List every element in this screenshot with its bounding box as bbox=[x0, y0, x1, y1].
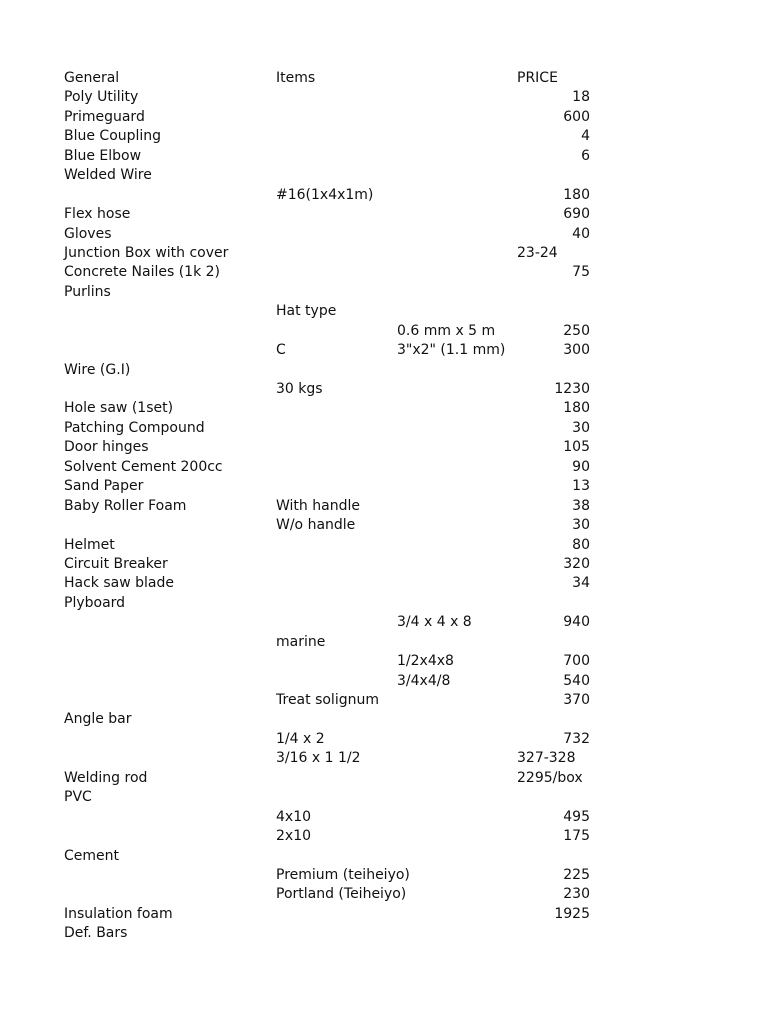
price-cell: 75 bbox=[572, 264, 590, 281]
table-row bbox=[0, 633, 768, 652]
general-cell: Purlins bbox=[64, 283, 111, 300]
table-row bbox=[0, 788, 768, 807]
table-row bbox=[0, 399, 768, 418]
table-row bbox=[0, 652, 768, 671]
items-cell: #16(1x4x1m) bbox=[276, 186, 374, 203]
table-row bbox=[0, 516, 768, 535]
price-cell: 690 bbox=[563, 206, 590, 223]
items-cell: W/o handle bbox=[276, 517, 356, 534]
general-cell: Junction Box with cover bbox=[64, 244, 229, 261]
table-row bbox=[0, 594, 768, 613]
table-row bbox=[0, 127, 768, 146]
table-row bbox=[0, 749, 768, 768]
general-cell: Poly Utility bbox=[64, 89, 139, 106]
general-cell: Door hinges bbox=[64, 439, 149, 456]
general-cell: Solvent Cement 200cc bbox=[64, 458, 223, 475]
items-cell: 3/16 x 1 1/2 bbox=[276, 750, 361, 767]
table-row bbox=[0, 827, 768, 846]
price-cell: 4 bbox=[581, 128, 590, 145]
table-row bbox=[0, 458, 768, 477]
table-row bbox=[0, 497, 768, 516]
general-cell: Gloves bbox=[64, 225, 112, 242]
header-general: General bbox=[64, 70, 120, 86]
items-cell: With handle bbox=[276, 497, 360, 514]
price-cell: 600 bbox=[563, 108, 590, 125]
general-cell: Concrete Nailes (1k 2) bbox=[64, 264, 221, 281]
general-cell: Wire (G.I) bbox=[64, 361, 131, 378]
items-cell: 2x10 bbox=[276, 828, 312, 845]
table-row bbox=[0, 730, 768, 749]
items-cell: 30 kgs bbox=[276, 381, 323, 397]
price-cell: 327-328 bbox=[517, 750, 576, 767]
general-cell: Patching Compound bbox=[64, 419, 205, 436]
general-cell: Blue Coupling bbox=[64, 128, 162, 145]
items-cell: Premium (teiheiyo) bbox=[276, 866, 410, 883]
general-cell: Insulation foam bbox=[64, 905, 173, 922]
table-row bbox=[0, 438, 768, 457]
table-row bbox=[0, 769, 768, 788]
price-cell: 175 bbox=[563, 828, 590, 845]
table-row bbox=[0, 186, 768, 205]
table-row bbox=[0, 555, 768, 574]
table-row bbox=[0, 866, 768, 885]
price-cell: 370 bbox=[563, 692, 590, 708]
price-cell: 700 bbox=[563, 653, 590, 670]
general-cell: Def. Bars bbox=[64, 925, 128, 942]
items-cell: 1/4 x 2 bbox=[276, 730, 325, 747]
table-row bbox=[0, 924, 768, 943]
header-row bbox=[0, 69, 768, 88]
table-row bbox=[0, 885, 768, 904]
price-cell: 540 bbox=[563, 672, 590, 689]
table-row bbox=[0, 847, 768, 866]
price-cell: 180 bbox=[563, 186, 590, 203]
items-cell: C bbox=[276, 342, 286, 359]
price-cell: 495 bbox=[563, 808, 590, 825]
table-row bbox=[0, 613, 768, 632]
general-cell: Plyboard bbox=[64, 594, 126, 611]
price-cell: 300 bbox=[563, 342, 590, 359]
price-cell: 80 bbox=[572, 536, 590, 553]
table-row bbox=[0, 108, 768, 127]
price-cell: 250 bbox=[563, 322, 590, 339]
general-cell: PVC bbox=[64, 789, 92, 806]
price-cell: 2295/box bbox=[517, 769, 583, 786]
price-cell: 180 bbox=[563, 400, 590, 417]
general-cell: Hack saw blade bbox=[64, 575, 174, 592]
general-cell: Sand Paper bbox=[64, 478, 144, 495]
price-cell: 1230 bbox=[554, 381, 590, 397]
price-cell: 34 bbox=[572, 575, 590, 592]
items-cell: 4x10 bbox=[276, 808, 312, 825]
price-cell: 13 bbox=[572, 478, 590, 495]
price-rows bbox=[0, 88, 768, 943]
general-cell: Hole saw (1set) bbox=[64, 400, 174, 417]
table-row bbox=[0, 263, 768, 282]
general-cell: Baby Roller Foam bbox=[64, 497, 187, 514]
general-cell: Cement bbox=[64, 847, 120, 864]
general-cell: Blue Elbow bbox=[64, 147, 142, 164]
price-cell: 320 bbox=[563, 555, 590, 572]
table-row bbox=[0, 419, 768, 438]
price-cell: 30 bbox=[572, 419, 590, 436]
general-cell: Angle bar bbox=[64, 711, 132, 728]
table-row bbox=[0, 88, 768, 107]
price-cell: 940 bbox=[563, 614, 590, 631]
price-cell: 23-24 bbox=[517, 244, 558, 261]
spec-cell: 3"x2" (1.1 mm) bbox=[397, 342, 506, 359]
general-cell: Welding rod bbox=[64, 769, 148, 786]
price-cell: 90 bbox=[572, 458, 590, 475]
general-cell: Circuit Breaker bbox=[64, 555, 168, 572]
table-row bbox=[0, 166, 768, 185]
table-row bbox=[0, 147, 768, 166]
table-row bbox=[0, 225, 768, 244]
table-row bbox=[0, 808, 768, 827]
price-cell: 18 bbox=[572, 89, 590, 106]
table-row bbox=[0, 322, 768, 341]
items-cell: Treat solignum bbox=[276, 692, 379, 708]
general-cell: Helmet bbox=[64, 536, 115, 553]
spec-cell: 3/4x4/8 bbox=[397, 672, 451, 689]
table-row bbox=[0, 574, 768, 593]
general-cell: Flex hose bbox=[64, 206, 131, 223]
table-row bbox=[0, 905, 768, 924]
table-row bbox=[0, 691, 768, 710]
header-price: PRICE bbox=[517, 70, 558, 86]
price-cell: 30 bbox=[572, 517, 590, 534]
price-list-sheet bbox=[0, 69, 768, 944]
table-row bbox=[0, 341, 768, 360]
table-row bbox=[0, 672, 768, 691]
price-cell: 6 bbox=[581, 147, 590, 164]
table-row bbox=[0, 302, 768, 321]
price-cell: 732 bbox=[563, 730, 590, 747]
price-cell: 1925 bbox=[554, 905, 590, 922]
table-row bbox=[0, 205, 768, 224]
table-row bbox=[0, 536, 768, 555]
price-cell: 105 bbox=[563, 439, 590, 456]
table-row bbox=[0, 283, 768, 302]
price-cell: 40 bbox=[572, 225, 590, 242]
items-cell: Hat type bbox=[276, 303, 337, 320]
spec-cell: 0.6 mm x 5 m bbox=[397, 322, 496, 339]
spec-cell: 3/4 x 4 x 8 bbox=[397, 614, 472, 631]
table-row bbox=[0, 244, 768, 263]
table-row bbox=[0, 361, 768, 380]
price-cell: 38 bbox=[572, 497, 590, 514]
spec-cell: 1/2x4x8 bbox=[397, 653, 454, 670]
general-cell: Welded Wire bbox=[64, 167, 152, 184]
table-row bbox=[0, 380, 768, 399]
price-cell: 225 bbox=[563, 866, 590, 883]
table-row bbox=[0, 710, 768, 729]
items-cell: Portland (Teiheiyo) bbox=[276, 886, 407, 903]
general-cell: Primeguard bbox=[64, 108, 145, 125]
table-row bbox=[0, 477, 768, 496]
items-cell: marine bbox=[276, 633, 326, 650]
header-items: Items bbox=[276, 70, 316, 86]
price-cell: 230 bbox=[563, 886, 590, 903]
